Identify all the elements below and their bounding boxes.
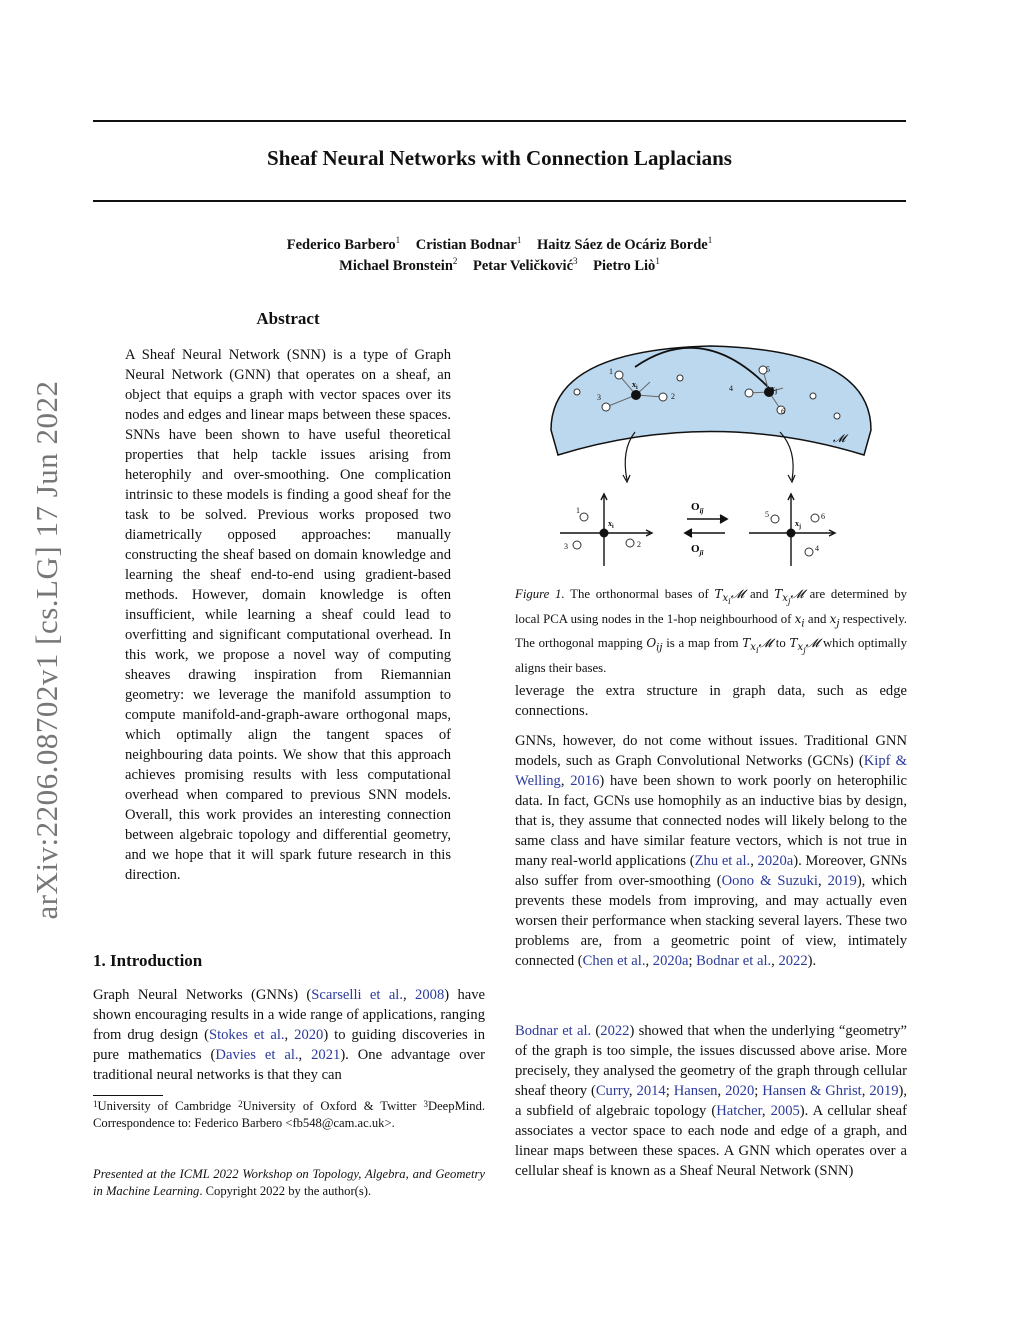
xi-tangent-label: $x_i$ [608, 519, 614, 530]
citation-link[interactable]: Scarselli et al. [311, 987, 404, 1003]
title-bottom-rule [93, 200, 906, 202]
abstract-heading: Abstract [256, 309, 320, 328]
citation-link[interactable]: Hansen [673, 1083, 718, 1099]
right-paragraph-3: Bodnar et al. (2022) showed that when the underlying “geometry” of the graph is too simple, the issues discussed above arise. More precisely, they analysed the geometry of the graph through cellular sheaf theory (Curry, 2014; Hansen, 2020; Hansen & Ghrist, 2019), a subfield of algebraic topology (Hatcher, 2005). A cellular sheaf associates a vector space to each node and edge of a graph, and linear maps between these spaces. A GNN which operates over a cellular sheaf is known as a Sheaf Neural Network (SNN) [515, 1023, 908, 1179]
citation-link[interactable]: Davies et al. [215, 1047, 299, 1063]
node-label-2: 2 [671, 392, 675, 401]
graph-node [745, 389, 753, 397]
tangent-node [805, 548, 813, 556]
graph-node [615, 371, 623, 379]
citation-link[interactable]: Hansen & Ghrist [762, 1083, 862, 1099]
citation-link[interactable]: Zhu et al. [694, 853, 751, 869]
citation-link[interactable]: 2020 [725, 1083, 755, 1099]
top-rule [93, 120, 906, 122]
citation-link[interactable]: 2019 [869, 1083, 899, 1099]
citation-link[interactable]: 2005 [770, 1103, 800, 1119]
author-line-1 [93, 237, 906, 254]
xj-tangent-label: $x_j$ [795, 519, 801, 530]
manifold-label: 𝓜 [833, 433, 846, 445]
node-label-5: 5 [766, 365, 770, 374]
map-arrows [685, 515, 727, 537]
figure-1 [515, 330, 907, 575]
node-xi [631, 390, 641, 400]
citation-link[interactable]: Hatcher [716, 1103, 762, 1119]
author: Petar Veličković$^3$ [473, 256, 578, 274]
map-label-oij: $O_{ij}$ [691, 501, 704, 515]
author-line-2 [93, 258, 906, 275]
tangent-node-label: 3 [564, 542, 568, 551]
tangent-node [626, 539, 634, 547]
arxiv-stamp: arXiv:2206.08702v1 [cs.LG] 17 Jun 2022 [29, 380, 64, 920]
xi-label: $x_i$ [632, 380, 638, 391]
node-label-3: 3 [597, 393, 601, 402]
author: Haitz Sáez de Ocáriz Borde$^1$ [537, 235, 713, 253]
tangent-node-label: 2 [637, 540, 641, 549]
tangent-node-xi [600, 529, 609, 538]
author: Federico Barbero$^1$ [286, 235, 401, 253]
venue-note: Presented at the ICML 2022 Workshop on Topology, Algebra, and Geometry in Machine Learning. Copyright 2022 by the author(s). [93, 1167, 485, 1198]
right-paragraph-1: leverage the extra structure in graph data, such as edge connections. [515, 683, 907, 719]
node-label-4: 4 [729, 384, 733, 393]
graph-node [810, 393, 816, 399]
tangent-node [580, 513, 588, 521]
citation-link[interactable]: Stokes et al. [208, 1027, 285, 1043]
citation-link[interactable]: 2020 [294, 1027, 324, 1043]
tangent-node [811, 514, 819, 522]
affiliation-footnote: $^1$University of Cambridge $^2$University of Oxford & Twitter $^3$DeepMind. Correspondence to: Federico Barbero <fb548@cam.ac.uk>. [93, 1099, 486, 1130]
footnote-rule [93, 1095, 163, 1096]
author: Michael Bronstein$^2$ [339, 256, 458, 274]
citation-link[interactable]: 2016 [570, 773, 600, 789]
citation-link[interactable]: 2019 [827, 873, 857, 889]
citation-link[interactable]: Oono & Suzuki [721, 873, 818, 889]
citation-link[interactable]: 2008 [415, 987, 445, 1003]
map-label-oji: $O_{ji}$ [691, 543, 704, 557]
figure-caption: Figure 1. The orthonormal bases of $T_{x_i}𝓜$ and $T_{x_j}𝓜$ are determined by local PCA using nodes in the 1-hop neighbourhood of $x_i$ and $x_j$ respectively. The orthogonal mapping $O_{ij}$ is a map from $T_{x_i}𝓜$ to $T_{x_j}𝓜$ which optimally aligns their bases. [515, 587, 907, 676]
tangent-node-label: 5 [765, 510, 769, 519]
graph-node [834, 413, 840, 419]
graph-node [574, 389, 580, 395]
citation-link[interactable]: Bodnar et al. [515, 1023, 592, 1039]
citation-link[interactable]: 2022 [600, 1023, 630, 1039]
section-heading-introduction: 1. Introduction [93, 951, 203, 970]
citation-link[interactable]: Kipf & Welling [515, 753, 907, 789]
author: Cristian Bodnar$^1$ [415, 235, 522, 253]
citation-link[interactable]: Chen et al. [582, 953, 646, 969]
down-arrow-right [780, 432, 793, 480]
graph-node [677, 375, 683, 381]
citation-link[interactable]: 2020a [652, 953, 689, 969]
right-paragraph-2: GNNs, however, do not come without issues. Traditional GNN models, such as Graph Convolutional Networks (GCNs) (Kipf & Welling, 2016) have been shown to work poorly on heterophilic data. In fact, GCNs use homophily as an inductive bias by design, that is, they assume that connected nodes will likely belong to the same class and have similar feature vectors, which is not true in many real-world applications (Zhu et al., 2020a). Moreover, GNNs also suffer from over-smoothing (Oono & Suzuki, 2019), which prevents these models from improving, and may actually even worsen their performance when stacking several layers. These two problems are, from a geometric point of view, intimately connected (Chen et al., 2020a; Bodnar et al., 2022). [515, 733, 907, 969]
citation-link[interactable]: 2022 [778, 953, 808, 969]
tangent-node-label: 6 [821, 512, 825, 521]
tangent-node [771, 515, 779, 523]
tangent-node [573, 541, 581, 549]
citation-link[interactable]: 2014 [636, 1083, 666, 1099]
node-label-1: 1 [609, 367, 613, 376]
author: Pietro Liò$^1$ [593, 256, 660, 274]
citation-link[interactable]: 2020a [757, 853, 794, 869]
citation-link[interactable]: 2021 [311, 1047, 341, 1063]
intro-paragraph: Graph Neural Networks (GNNs) (Scarselli et al., 2008) have shown encouraging results in a wide range of applications, ranging from drug design (Stokes et al., 2020) to guiding discoveries in pure mathematics (Davies et al., 2021). One advantage over traditional neural networks is that they can [93, 987, 486, 1083]
xj-label: $x_j$ [771, 384, 777, 395]
paper-title: Sheaf Neural Networks with Connection Laplacians [267, 146, 732, 170]
graph-node [602, 403, 610, 411]
node-label-6: 6 [781, 407, 785, 416]
graph-node [659, 393, 667, 401]
tangent-node-label: 4 [815, 544, 819, 553]
tangent-node-xj [787, 529, 796, 538]
tangent-node-label: 1 [576, 506, 580, 515]
citation-link[interactable]: Curry [595, 1083, 629, 1099]
abstract-text: A Sheaf Neural Network (SNN) is a type of Graph Neural Network (GNN) that operates on a sheaf, an object that equips a graph with vector spaces over its nodes and edges and linear maps between these spaces. SNNs have been shown to have useful theoretical properties that help tackle issues arising from heterophily and over-smoothing. One complication intrinsic to these models is finding a good sheaf for the task to be solved. Previous works proposed two diametrically opposed approaches: manually constructing the sheaf based on domain knowledge and learning the sheaf end-to-end using gradient-based methods. However, domain knowledge is often insufficient, while learning a sheaf could lead to overfitting and significant computational overhead. In this work, we propose a novel way of computing sheaves drawing inspiration from Riemannian geometry: we leverage the manifold assumption to compute manifold-and-graph-aware orthogonal maps, which optimally align the tangent spaces of neighbouring data points. We show that this approach achieves promising results with less computational overhead when compared to previous SNN models. Overall, this work provides an interesting connection between algebraic topology and differential geometry, and we hope that it will spark future research in this direction. [125, 347, 451, 883]
citation-link[interactable]: Bodnar et al. [696, 953, 772, 969]
